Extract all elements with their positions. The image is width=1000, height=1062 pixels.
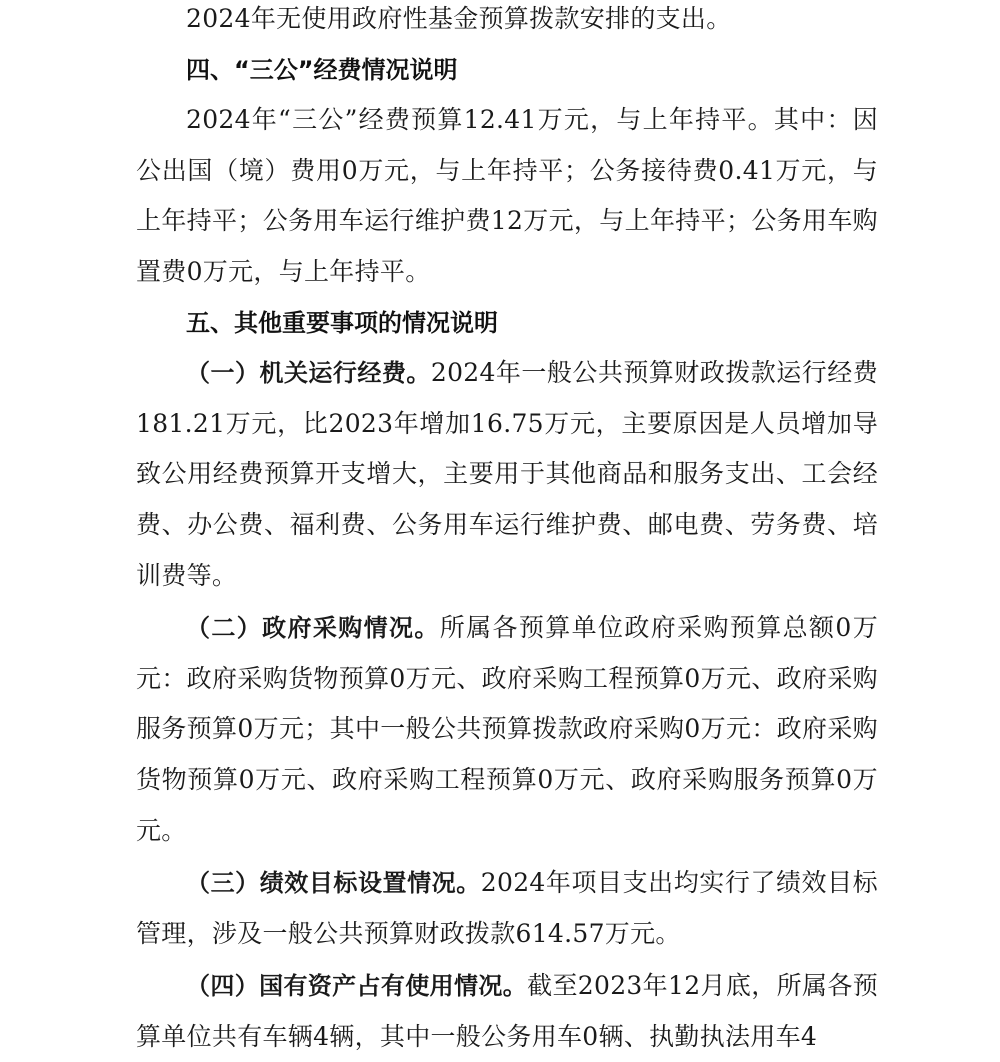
assets-paragraph [136, 961, 878, 1062]
govfund-paragraph: 2024年无使用政府性基金预算拨款安排的支出。 [186, 4, 732, 33]
assets-title: （四）国有资产占有使用情况。 [186, 972, 528, 1001]
document-page [136, 0, 878, 1062]
sangong-paragraph: 2024年“三公”经费预算12.41万元，与上年持平。其中：因公出国（境）费用0万元，与上年持平；公务接待费0.41万元，与上年持平；公务用车运行维护费12万元，与上年持平；公务用车购置费0万元，与上年持平。 [136, 105, 878, 286]
operating-expenses-body: 2024年一般公共预算财政拨款运行经费181.21万元，比2023年增加16.75万元，主要原因是人员增加导致公用经费预算开支增大，主要用于其他商品和服务支出、工会经费、办公费、福利费、公务用车运行维护费、邮电费、劳务费、培训费等。 [136, 358, 879, 590]
procurement-body: 所属各预算单位政府采购预算总额0万元：政府采购货物预算0万元、政府采购工程预算0万元、政府采购服务预算0万元；其中一般公共预算拨款政府采购0万元：政府采购货物预算0万元、政府采购工程预算0万元、政府采购服务预算0万元。 [136, 613, 878, 845]
assets-body: 截至2023年12月底，所属各预算单位共有车辆4辆，其中一般公务用车0辆、执勤执法用车4 [136, 971, 878, 1051]
operating-expenses-title: （一）机关运行经费。 [186, 359, 431, 388]
section-five-heading: 五、其他重要事项的情况说明 [186, 308, 498, 337]
procurement-title: （二）政府采购情况。 [186, 614, 440, 643]
section-four-heading: 四、“三公”经费情况说明 [186, 55, 458, 84]
performance-body: 2024年项目支出均实行了绩效目标管理，涉及一般公共预算财政拨款614.57万元。 [136, 868, 878, 948]
procurement-paragraph [136, 603, 878, 856]
operating-expenses-paragraph [136, 348, 878, 601]
performance-paragraph [136, 858, 878, 959]
performance-title: （三）绩效目标设置情况。 [186, 869, 481, 898]
